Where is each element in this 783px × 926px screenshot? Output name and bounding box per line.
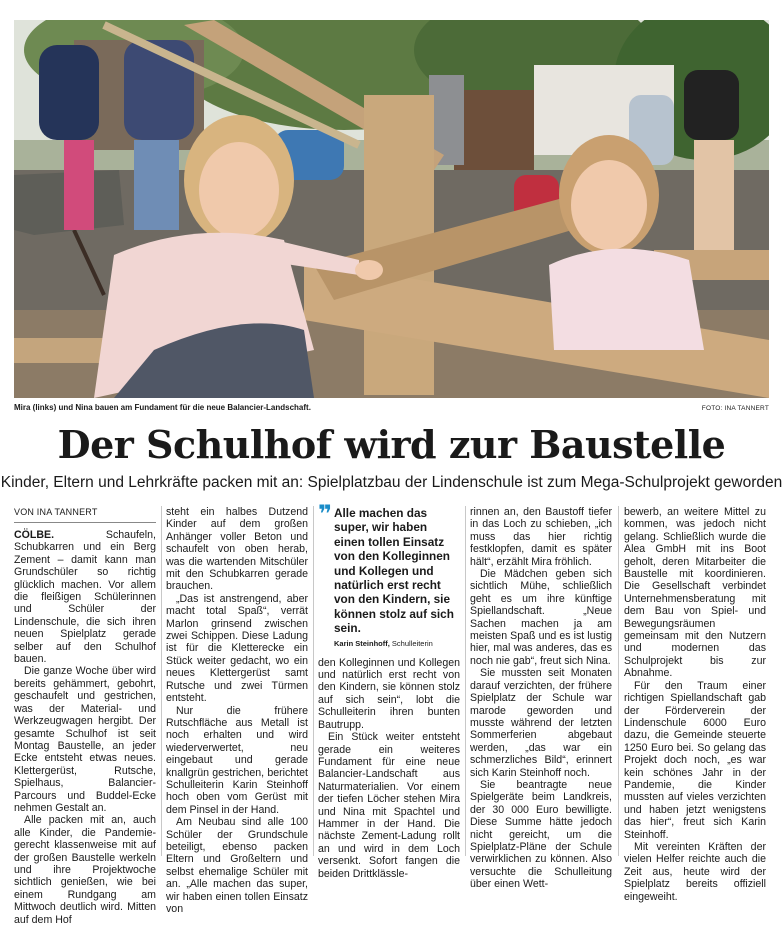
article-column-4 — [470, 506, 612, 891]
column-rule — [313, 506, 314, 856]
paragraph: Nur die frühere Rutschfläche aus Metall ist noch erhalten und wird wiederverwertet, neu eingebaut und gerade knallgrün gestrichen, berichtet Schulleiterin Karin Steinhoff hoch oben vom Gerüst mit dem Pinsel in der Hand. — [166, 704, 308, 816]
quote-author — [334, 639, 460, 649]
quote-mark-icon: ❞ — [318, 500, 333, 528]
pull-quote — [318, 500, 460, 649]
article-column-2 — [166, 506, 308, 915]
paragraph: steht ein halbes Dutzend Kinder auf dem großen Anhänger voller Beton und schaufelt von oben herab, was die wartenden Mitschüler mit den Schubkarren gerade brauchen. — [166, 506, 308, 593]
paragraph: Alle packen mit an, auch alle Kinder, die Pandemie-gerecht klassenweise mit auf der großen Baustelle werkeln und ihre Projektwoche sichtlich genießen, wie bei einem Rundgang am Mittwoch deutlich wird. Mitten auf dem Hof — [14, 814, 156, 926]
byline: VON INA TANNERT — [14, 507, 98, 517]
paragraph: „Das ist anstrengend, aber macht total Spaß“, verrät Marlon grinsend zwischen zwei Schippen. Diese Ladung ist für die Kletterecke ein Stück weiter gedacht, wo ein neues Klettergerüst samt Rutsche und zwei Türmen entsteht. — [166, 592, 308, 705]
column-rule — [618, 506, 619, 856]
paragraph: Ein Stück weiter entsteht gerade ein weiteres Fundament für eine neue Balancier-Landschaft aus Naturmaterialien. Vor einem der tiefen Löcher stehen Mira und Nina mit Spachtel und Hammer in der Hand. Die nächste Zement-Ladung rollt an und wird in dem Loch versenkt. Sofort fangen die beiden Drittklässle- — [318, 731, 460, 880]
paragraph: Am Neubau sind alle 100 Schüler der Grundschule beteiligt, ebenso packen Eltern und Großeltern und selbst ehemalige Schüler mit an. „Alle machen das super, wir haben einen tollen Einsatz von — [166, 816, 308, 915]
paragraph: bewerb, an weitere Mittel zu kommen, was jedoch nicht gelang. Schließlich wurde die Alea GmbH mit ins Boot geholt, deren Mitarbeiter die Baustelle mit koordinieren. Die Gesellschaft verbindet Unternehmensberatung mit dem Bau von Spiel- und Bewegungsräumen gemeinsam mit den Nutzern und modernen das Schulprojekt bis zur Abnahme. — [624, 506, 766, 680]
headline: Der Schulhof wird zur Baustelle — [57, 422, 726, 467]
quote-author-name: Karin Steinhoff, — [334, 638, 390, 648]
dateline-place: CÖLBE. — [14, 529, 55, 541]
column-rule — [161, 506, 162, 856]
column-rule — [465, 506, 466, 856]
paragraph: Sie beantragte neue Spielgeräte beim Landkreis, der 30 000 Euro bewilligte. Diese Summe hätte jedoch nicht gereicht, um die Spielplatz-Pläne der Schule verwirklichen zu können. Also versuchte die Schulleitung über einen Wett- — [470, 778, 612, 891]
quote-author-role: Schulleiterin — [389, 638, 433, 648]
photo-credit: FOTO: INA TANNERT — [701, 405, 769, 412]
paragraph: den Kolleginnen und Kollegen und natürlich erst recht von den Kindern, sie können stolz auf sich sein“, lobt die Schulleiterin ihren bunten Bautrupp. — [318, 656, 460, 731]
paragraph: rinnen an, den Baustoff tiefer in das Loch zu schieben, „ich muss das hier richtig festklopfen, damit es später hält“, erzählt Mira fröhlich. — [470, 506, 612, 568]
article-photo — [14, 20, 769, 398]
paragraph: Sie mussten seit Monaten darauf verzichten, der frühere Spielplatz der Schule war marode geworden und musste während der letzten Sommerferien abgebaut werden, „das war ein schmerzliches Bild“, erinnert sich Karin Steinhoff noch. — [470, 667, 612, 779]
article-column-5 — [624, 506, 766, 903]
paragraph: Die Mädchen geben sich sichtlich Mühe, schließlich geht es um ihre künftige Spiellandschaft. „Neue Sachen machen ja am meisten Spaß und es ist lustig hier, mal was anderes, das es noch nie gab“, freut sich Nina. — [470, 568, 612, 667]
paragraph — [14, 529, 156, 665]
photo-caption: Mira (links) und Nina bauen am Fundament für die neue Balancier-Landschaft. — [14, 403, 311, 412]
paragraph: Für den Traum einer richtigen Spiellandschaft gab der Förderverein der Lindenschule 6000 Euro dazu, die Gemeinde steuerte 1250 Euro bei. So gelang das Projekt doch noch, „es war kein schönes Jahr in der Pandemie, die Kinder mussten auf vieles verzichten und haben jetzt wenigstens das hier“, freut sich Karin Steinhoff. — [624, 679, 766, 841]
paragraph-text: Schaufeln, Schubkarren und ein Berg Zement – damit kann man Grundschüler so richtig glücklich machen. Vor allem die fleißigen Schülerinnen und Schüler der Lindenschule, die sich ihren neuen Spielplatz gerade selber auf den Schulhof bauen. — [14, 529, 156, 666]
paragraph: Die ganze Woche über wird bereits gehämmert, gebohrt, geschaufelt und gestrichen, was der Material- und Werkzeugwagen hergibt. Der gesamte Schulhof ist seit Montag Baustelle, an jeder Ecke entsteht etwas neues. Klettergerüst, Rutsche, Spielhaus, Balancier-Parcours und Buddel-Ecke nehmen Gestalt an. — [14, 665, 156, 814]
byline-rule — [14, 522, 156, 523]
article-column-1 — [14, 506, 156, 926]
quote-text: Alle machen das super, wir haben einen tollen Einsatz von den Kolleginnen und Kollegen und natürlich erst recht von den Kindern, sie können stolz auf sich sein. — [334, 506, 454, 636]
photo-illustration — [14, 20, 769, 398]
subheadline: Kinder, Eltern und Lehrkräfte packen mit an: Spielplatzbau der Lindenschule ist zum Mega-Schulprojekt geworden — [0, 474, 783, 491]
article-column-3 — [318, 500, 460, 880]
paragraph: Mit vereinten Kräften der vielen Helfer reichte auch die Zeit aus, heute wird der Spielplatz bereits offiziell eingeweiht. — [624, 840, 766, 903]
